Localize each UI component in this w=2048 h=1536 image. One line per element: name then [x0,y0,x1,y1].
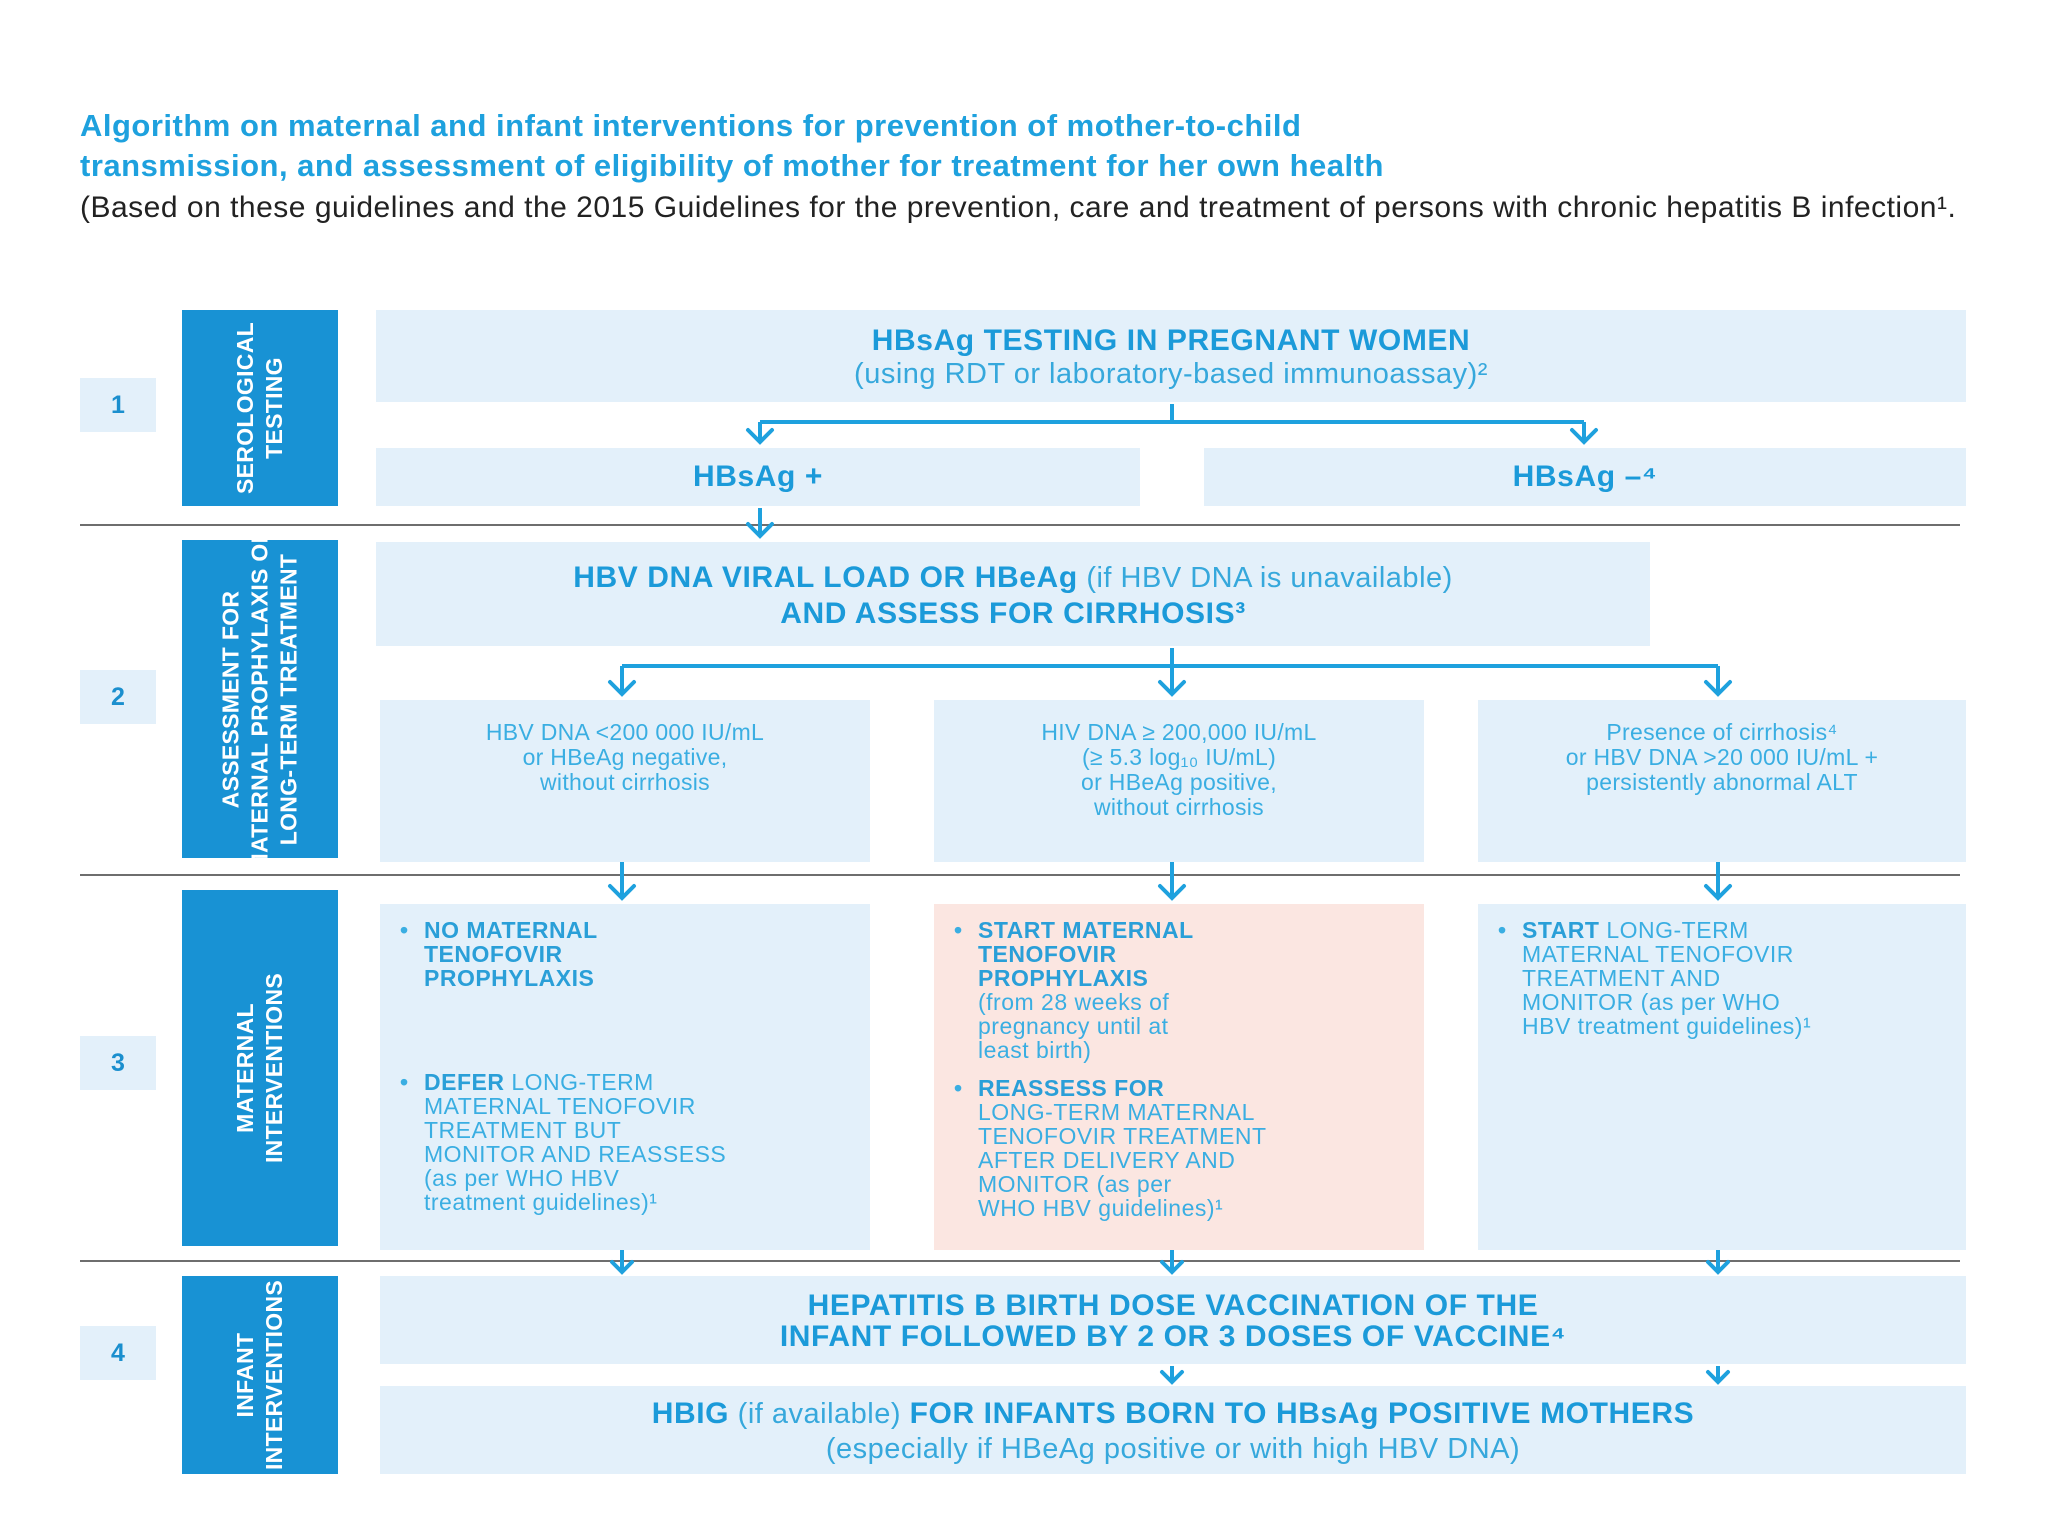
bullet-dot: • [400,917,409,943]
bullet-text: NO MATERNAL [424,917,598,943]
step-number-4: 4 [80,1326,156,1380]
bullet-dot: • [1498,917,1507,943]
stage-label-text: ASSESSMENT FOR [217,590,244,808]
page-title-line1: Algorithm on maternal and infant interventions for prevention of mother-to-child [80,108,1302,143]
hbig-label: HBIG [651,1397,730,1430]
bullet-text: HBV treatment guidelines)¹ [1522,1013,1812,1039]
stage-label-text: LONG-TERM TREATMENT [275,553,302,845]
page-title-line2: transmission, and assessment of eligibility of mother for treatment for her own health [80,148,1384,183]
hbsag-positive-box: HBsAg + [376,448,1140,506]
step-number-3: 3 [80,1036,156,1090]
bullet-dot: • [400,1069,409,1095]
criteria-text: Presence of cirrhosis⁴ [1606,719,1838,745]
criteria-text: (≥ 5.3 log₁₀ IU/mL) [1081,744,1277,770]
vaccination-heading-line2: INFANT FOLLOWED BY 2 OR 3 DOSES OF VACCINE⁴ [779,1320,1567,1353]
bullet-text: MONITOR (as per WHO [1522,989,1781,1015]
criteria-text: without cirrhosis [540,769,710,795]
stage-label-text: INFANT [232,1332,258,1418]
bullet-text: least birth) [978,1037,1092,1063]
criteria-text: persistently abnormal ALT [1586,769,1858,795]
vaccination-heading-line1: HEPATITIS B BIRTH DOSE VACCINATION OF THE [807,1289,1539,1322]
bullet-text: TENOFOVIR [978,941,1117,967]
bullet-text: LONG-TERM [1599,917,1749,943]
bullet-text: START MATERNAL [978,917,1194,943]
bullet-text: PROPHYLAXIS [424,965,595,991]
subtitle-line2: of persons with chronic hepatitis B infection¹. [1339,191,1957,224]
hbsag-testing-heading: HBsAg TESTING IN PREGNANT WOMEN [871,324,1471,357]
stage-label-text: SEROLOGICAL [232,322,259,494]
bullet-text: WHO HBV guidelines)¹ [978,1195,1224,1221]
bullet-text: (as per WHO HBV [424,1165,620,1191]
bullet-keyword: REASSESS FOR [978,1075,1165,1101]
bullet-text: MATERNAL TENOFOVIR [1522,941,1794,967]
criteria-text: HBV DNA <200 000 IU/mL [485,719,765,745]
hbsag-negative-box: HBsAg –⁴ [1204,448,1966,506]
subtitle-line1: (Based on these guidelines and the 2015 Guidelines for the prevention, care and treatment [80,191,1331,224]
stage-label-text: MATERNAL PROPHYLAXIS OR [246,526,273,872]
step-number-1: 1 [80,378,156,432]
bullet-keyword: DEFER [424,1069,505,1095]
bullet-text: TREATMENT AND [1522,965,1721,991]
stage-label-text: TESTING [261,357,288,459]
bullet-text: TENOFOVIR TREATMENT [978,1123,1267,1149]
bullet-text: pregnancy until at [978,1013,1169,1039]
hbig-note: (if available) [729,1398,910,1430]
cirrhosis-assessment-heading: AND ASSESS FOR CIRRHOSIS³ [780,597,1246,630]
viral-load-heading-bold: HBV DNA VIRAL LOAD OR HBeAg [573,561,1078,594]
bullet-text: TENOFOVIR [424,941,563,967]
bullet-dot: • [954,1075,963,1101]
bullet-text: (from 28 weeks of [978,989,1170,1015]
bullet-text: AFTER DELIVERY AND [978,1147,1236,1173]
bullet-text: MONITOR (as per [978,1171,1172,1197]
viral-load-heading-note: (if HBV DNA is unavailable) [1077,562,1453,594]
criteria-text: or HBeAg positive, [1081,769,1277,795]
criteria-text: without cirrhosis [1094,794,1264,820]
bullet-dot: • [954,917,963,943]
criteria-text: or HBV DNA >20 000 IU/mL + [1565,744,1879,770]
bullet-text: LONG-TERM [504,1069,654,1095]
bullet-keyword: START [1522,917,1600,943]
hbig-subheading: (especially if HBeAg positive or with high HBV DNA) [825,1433,1521,1465]
stage-label-text: INTERVENTIONS [261,972,287,1164]
bullet-text: treatment guidelines)¹ [424,1189,658,1215]
bullet-text: MATERNAL TENOFOVIR [424,1093,696,1119]
criteria-text: or HBeAg negative, [522,744,728,770]
step-number-2: 2 [80,670,156,724]
bullet-text: TREATMENT BUT [424,1117,622,1143]
bullet-text: LONG-TERM MATERNAL [978,1099,1255,1125]
bullet-text: PROPHYLAXIS [978,965,1149,991]
stage-label-text: INTERVENTIONS [261,1279,287,1471]
criteria-text: HIV DNA ≥ 200,000 IU/mL [1041,719,1317,745]
hbsag-testing-subheading: (using RDT or laboratory-based immunoassay)² [854,358,1488,390]
bullet-text: MONITOR AND REASSESS [424,1141,727,1167]
stage-label-text: MATERNAL [232,1003,258,1133]
hbig-heading: FOR INFANTS BORN TO HBsAg POSITIVE MOTHERS [909,1397,1695,1430]
